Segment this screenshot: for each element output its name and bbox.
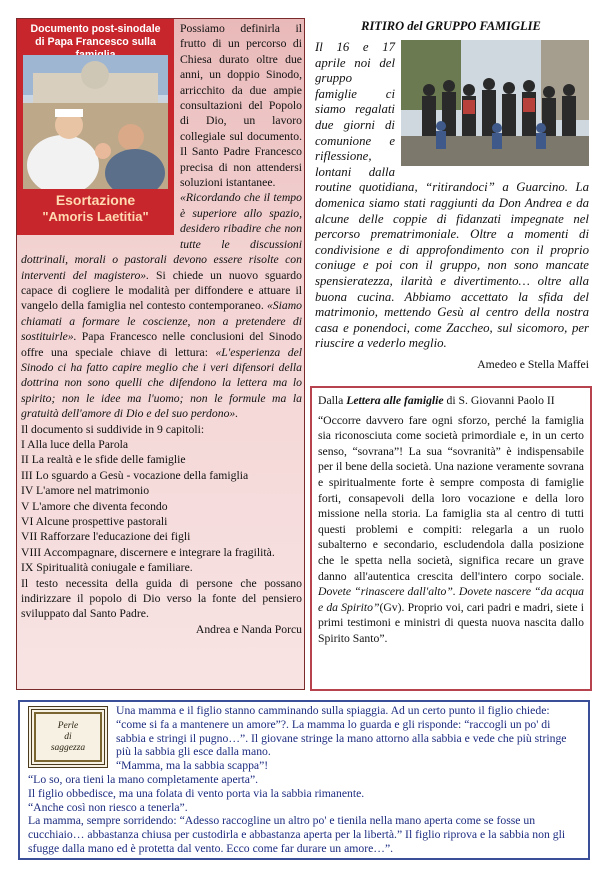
lettera-famiglie-box xyxy=(310,386,592,691)
cover-top-line1: Documento post-sinodale xyxy=(30,23,161,35)
chapter-item: VII Rafforzare l'educazione dei figli xyxy=(21,530,191,544)
ritiro-text: Il 16 e 17 aprile noi del gruppo famiglie ci siamo regalati due giorni di comunione e riflessione, lontani dalla routine quotidiana, “ritirandoci” a Guarcino. La domenica siamo stati raggiunti da Don Andrea e da alcune delle coppie di fidanzati impegnate nel percorso prematrimoniale. Oltre a momenti di condivisione e di approfondimento con il proprio coniuge e poi con il gruppo, non sono mancate spensieratezza, ilarità e divertimento… oltre alla buona cucina. Abbiamo accettato la sfida del matrimonio, mettendo Gesù al centro della nostra casa e ponendoci, come Zaccheo, sul sicomoro, per riuscire a vederlo meglio. xyxy=(315,40,589,351)
story-line: Una mamma e il figlio stanno camminando sulla spiaggia. Ad un certo punto il figlio chiede: “come si fa a mantenere un amore”?. La mamma lo guarda e gli risponde: “raccogli un po' di sabbia e stringi il pugno…”. Il giovane stringe la mano attorno alla sabbia e vede che più stringe più la sabbia gli esce dalla mano. xyxy=(116,704,567,759)
ritiro-title: RITIRO del GRUPPO FAMIGLIE xyxy=(361,19,541,33)
story-line: “Anche così non riesco a tenerla”. xyxy=(28,800,188,814)
letter-title: Lettera alle famiglie xyxy=(346,394,444,407)
pope-photo-illustration xyxy=(23,55,168,189)
pope-photo xyxy=(23,55,168,189)
cover-header xyxy=(17,19,174,55)
story-line: “Mamma, ma la sabbia scappa”! xyxy=(116,759,269,773)
cover-bottom-line2: "Amoris Laetitia" xyxy=(42,209,149,224)
letter-intro-pre: Dalla xyxy=(318,394,347,407)
badge-line2: di xyxy=(64,731,72,742)
article-text: Si chiede un nuovo sguardo capace di cogliere le modalità per diffondere e attuare il vangelo della famiglia nel contesto contemporaneo. xyxy=(21,268,302,313)
chapter-item: IV L'amore nel matrimonio xyxy=(21,484,150,498)
chapter-item: VI Alcune prospettive pastorali xyxy=(21,515,168,528)
letter-intro-post: di S. Giovanni Paolo II xyxy=(443,394,555,407)
chapter-item: IX Spiritualità coniugale e familiare. xyxy=(21,561,193,575)
ritiro-article xyxy=(313,18,589,374)
amoris-laetitia-article xyxy=(16,18,305,690)
document-cover xyxy=(17,19,174,235)
cover-top-line2: di Papa Francesco sulla xyxy=(35,36,156,48)
ritiro-signature: Amedeo e Stella Maffei xyxy=(477,358,589,371)
letter-body xyxy=(318,413,584,647)
cover-footer xyxy=(17,191,174,235)
perle-badge xyxy=(28,706,108,768)
badge-line1: Perle xyxy=(57,720,79,731)
ritiro-body xyxy=(315,40,589,352)
badge-line3: saggezza xyxy=(50,742,86,753)
story-line: “Lo so, ora tieni la mano completamente aperta”. xyxy=(28,772,259,786)
left-signature: Andrea e Nanda Porcu xyxy=(195,622,302,636)
cover-bottom-line1: Esortazione xyxy=(55,192,136,208)
quote-sinodo: «L'esperienza del Sinodo ci ha fatto capire meglio che i veri difensori della dottrina non sono quelli che difendono la lettera ma lo spirito; non le idee ma l'uomo; non le formule ma la gratuità dell'amore di Dio e del suo perdono». xyxy=(21,345,303,421)
chapter-item: I Alla luce della Parola xyxy=(21,437,129,451)
article-text: Papa Francesco nelle conclusioni del Sinodo offre una speciale chiave di lettura: xyxy=(21,330,302,359)
chapter-item: V L'amore che diventa fecondo xyxy=(21,499,168,513)
story-line: Il figlio obbedisce, ma una folata di vento porta via la sabbia rimanente. xyxy=(28,786,365,800)
letter-text: “Occorre davvero fare ogni sforzo, perché la famiglia sia riconosciuta come società primordiale e, in un certo senso, “sovrana”! La sua “sovranità” è indispensabile per il bene della società. Una nazione veramente sovrana e spiritualmente forte è sempre composta di famiglie forti, consapevoli della loro vocazione e della loro missione nella storia. La famiglia sta al centro di tutti questi problemi e compiti: relegarla a un ruolo subalterno e secondario, escludendola dalla posizione che le spetta nella società, significa recare un grave danno all'autentica crescita dell'intero corpo sociale. xyxy=(318,413,584,583)
group-photo xyxy=(401,40,589,166)
story-line: La mamma, sempre sorridendo: “Adesso raccogline un altro po' e tienila nella mano aperta come se fosse un cucchiaio… abbastanza chiusa per custodirla e abbastanza aperta per la libertà.” Il figlio riprova e la sabbia non gli sfugge dalla mano ed è protetta dal vento. Ecco come far durare un amore…”. xyxy=(28,814,566,855)
chapters-intro: Il documento si suddivide in 9 capitoli: xyxy=(21,422,205,436)
article-intro: Possiamo definirla il frutto di un percorso di Chiesa durato oltre due anni, un doppio Sinodo, arricchito da due ampie consultazioni del Popolo di Dio, un lavoro collegiale sul documento. Il Santo Padre Francesco precisa di non attendersi soluzioni istantanee. xyxy=(180,22,302,190)
article-body xyxy=(21,21,302,637)
quote-magistero: «Ricordando che il tempo è superiore allo spazio, desidero ribadire che non tutte le discussioni dottrinali, morali o pastorali devono essere risolte con interventi del magistero». xyxy=(21,191,302,282)
letter-italic-quote: Dovete “rinascere dall'alto”. Dovete nascere “da acqua e da Spirito” xyxy=(318,585,584,614)
letter-intro xyxy=(318,393,584,409)
chapter-item: II La realtà e le sfide delle famiglie xyxy=(21,453,186,467)
closing-paragraph: Il testo necessita della guida di persone che possano indirizzare il popolo di Dio verso la fonte del pensiero sviluppato dal Santo Padre. xyxy=(21,576,302,621)
quote-coscienze: «Siamo chiamati a formare le coscienze, non a pretendere di sostituirle». xyxy=(21,299,302,344)
letter-text-end: (Gv). Proprio voi, cari padri e madri, siete i primi testimoni e ministri di questa nuova nascita dallo Spirito Santo”. xyxy=(318,600,584,645)
perle-di-saggezza-box xyxy=(18,700,590,860)
group-photo-illustration xyxy=(401,40,589,166)
chapter-item: VIII Accompagnare, discernere e integrare la fragilità. xyxy=(21,545,275,559)
chapter-item: III Lo sguardo a Gesù - vocazione della famiglia xyxy=(21,468,249,482)
